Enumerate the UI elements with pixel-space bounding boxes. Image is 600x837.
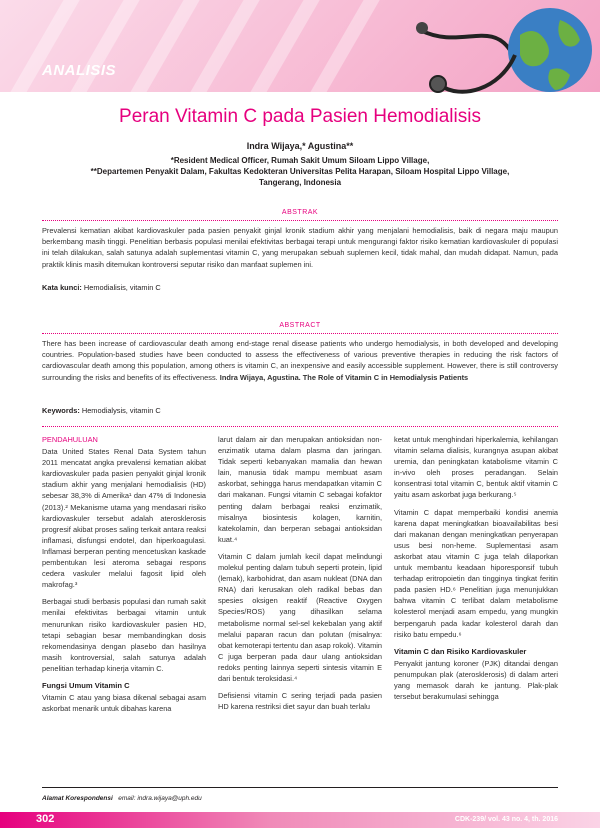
abstract-keywords bbox=[42, 406, 558, 415]
page-number: 302 bbox=[36, 813, 55, 825]
abstract-text bbox=[42, 338, 558, 383]
abstract-heading: ABSTRACT bbox=[279, 322, 321, 329]
affiliation-2: **Departemen Penyakit Dalam, Fakultas Kedokteran Universitas Pelita Harapan, Siloam Hospital Lippo Village, bbox=[90, 167, 510, 176]
keywords-label: Keywords: bbox=[42, 406, 80, 415]
paragraph: Defisiensi vitamin C sering terjadi pada pasien HD karena restriksi diet sayur dan buah terlalu bbox=[218, 691, 382, 712]
body-column-1 bbox=[42, 434, 206, 720]
divider bbox=[42, 333, 558, 334]
paragraph: Vitamin C dapat memperbaiki kondisi anemia karena dapat meningkatkan bioavailabilitas besi dari makanan dengan meningkatkan penyerapan usus besi non-heme. Suplementasi asam askorbat atau vitamin C juga telah dilaporkan untuk membantu keadaan hiporesponsif tubuh terhadap eritropoietin dan tingginya tingkat feritin pada pasien HD.⁶ Penelitian juga menunjukkan bahwa vitamin C terlibat dalam metabolisme kolesterol menjadi asam empedu, yang mungkin berpengaruh pada kadar kolesterol darah dan risiko batu empedu.⁶ bbox=[394, 507, 558, 639]
correspondence-label: Alamat Korespondensi bbox=[42, 795, 113, 802]
keywords-value: Hemodialysis, vitamin C bbox=[81, 406, 161, 415]
body-column-3 bbox=[394, 434, 558, 708]
paragraph: Vitamin C dalam jumlah kecil dapat melindungi molekul penting dalam tubuh seperti protein, lipid (lemak), karbohidrat, dan asam nukleat (DNA dan RNA) dari kerusakan oleh radikal bebas dan spesies oksigen reaktif (Reactive Oxygen Species/ROS) yang dihasilkan selama metabolisme normal sel-sel kekebalan yang aktif melalui paparan racun dan polutan (misalnya: obat kemoterapi tertentu dan asap rokok). Vitamin C juga berperan pada daur ulang antioksidan redoks penting lainnya seperti sintesis vitamin E dari bentuk teroksidasi.⁴ bbox=[218, 551, 382, 683]
article-title: Peran Vitamin C pada Pasien Hemodialisis bbox=[119, 106, 481, 127]
paragraph: Berbagai studi berbasis populasi dan rumah sakit menilai efektivitas berbagai vitamin untuk menurunkan risiko kardiovaskuler pasien HD, tetapi sebagian besar membandingkan dosis rekomendasinya dengan plasebo dan hasilnya masih kontroversial, salah satunya adalah penelitian terhadap kinerja vitamin C. bbox=[42, 597, 206, 673]
correspondence bbox=[42, 795, 202, 802]
section-heading: PENDAHULUAN bbox=[42, 435, 98, 444]
paragraph: ketat untuk menghindari hiperkalemia, kehilangan vitamin selama dialisis, kurangnya asupan akibat uremia, dan peningkatan katabolisme vitamin C in-vivo oleh proses peradangan. Selain konsentrasi total vitamin C, bentuk aktif vitamin C yaitu asam askorbat juga berkurang.⁵ bbox=[394, 435, 558, 500]
journal-info: CDK-239/ vol. 43 no. 4, th. 2016 bbox=[454, 816, 558, 823]
abstrak-text: Prevalensi kematian akibat kardiovaskuler pada pasien penyakit ginjal kronik stadium akhir yang menjalani hemodialisis, baik di negara maju maupun berkembang masih tinggi. Penelitian berbasis populasi menilai efektivitas berbagai terapi untuk mengurangi faktor risiko kematian kardiovaskuler di populasi ini telah dilakukan, salah satunya adalah suplementasi vitamin C, yang merupakan sebuah suplemen kecil, tidak mahal, dan mudah didapat. Namun, pada praktik klinis masih ditemukan kontroversi seputar risiko dan manfaat suplemen ini. bbox=[42, 226, 558, 269]
keywords-value: Hemodialisis, vitamin C bbox=[83, 283, 161, 292]
paragraph: larut dalam air dan merupakan antioksidan non-enzimatik utama dalam plasma dan jaringan. Tidak seperti kebanyakan mamalia dan hewan lain, manusia tidak mampu membuat asam askorbat, sehingga harus mendapatkan vitamin C dari makanan. Fungsi vitamin C sebagai kofaktor penting dalam berbagai reaksi enzimatik, misalnya biosintesis kolagen, karnitin, katekolamin, dan berperan sebagai antioksidan kuat.⁴ bbox=[218, 435, 382, 544]
paragraph: Vitamin C atau yang biasa dikenal sebagai asam askorbat menarik untuk dibahas karena bbox=[42, 693, 206, 714]
keywords-label: Kata kunci: bbox=[42, 283, 82, 292]
correspondence-email: email: indra.wijaya@uph.edu bbox=[118, 795, 202, 802]
footer-divider bbox=[42, 787, 558, 788]
section-heading: Vitamin C dan Risiko Kardiovaskuler bbox=[394, 646, 527, 656]
abstrak-keywords bbox=[42, 283, 558, 292]
divider bbox=[42, 426, 558, 427]
paragraph: Penyakit jantung koroner (PJK) ditandai dengan penumpukan plak (aterosklerosis) di dalam arteri yang memasok darah ke jantung. Plak-plak tersebut berakumulasi sehingga bbox=[394, 658, 558, 702]
affiliation-1: *Resident Medical Officer, Rumah Sakit Umum Siloam Lippo Village, bbox=[170, 156, 430, 165]
abstract-body: There has been increase of cardiovascular death among end-stage renal disease patients who undergo hemodialysis, in both developed and developing countries. Population-based studies have been conducted to assess the effectiveness of various preventive therapies in reducing the risk factors of cardiovascular death among this population, among others is vitamin C, an inexpensive and easily accessible supplement. However, there is still controversy surrounding the risks and benefits of its effectiveness. bbox=[42, 339, 558, 382]
abstract-citation: Indra Wijaya, Agustina. The Role of Vitamin C in Hemodialysis Patients bbox=[219, 372, 469, 382]
body-column-2 bbox=[218, 434, 382, 718]
section-heading: Fungsi Umum Vitamin C bbox=[42, 680, 130, 690]
affiliation-3: Tangerang, Indonesia bbox=[258, 178, 342, 187]
stethoscope-globe-icon bbox=[400, 0, 600, 110]
section-label: ANALISIS bbox=[42, 62, 117, 79]
divider bbox=[42, 220, 558, 221]
paragraph: Data United States Renal Data System tahun 2011 mencatat angka prevalensi kematian akibat kardiovaskuler pada pasien penyakit ginjal kronik stadium akhir yang menjalani hemodialisis (HD) sebesar 38,3% di Amerika¹ dan 47% di Indonesia (2013).² Mekanisme utama yang mendasari risiko kardiovaskuler tersebut adalah aterosklerosis progresif akibat proses saling terkait antara reaksi inflamasi, disfungsi endotel, dan hiperkoagulasi. Inflamasi berperan penting mencetuskan kaskade pembentukan lesi ateroma sebagai respons cedera vaskuler melalui fagosit lipid oleh makrofag.³ bbox=[42, 447, 206, 590]
abstrak-heading: ABSTRAK bbox=[281, 209, 319, 216]
article-authors: Indra Wijaya,* Agustina** bbox=[246, 141, 354, 151]
